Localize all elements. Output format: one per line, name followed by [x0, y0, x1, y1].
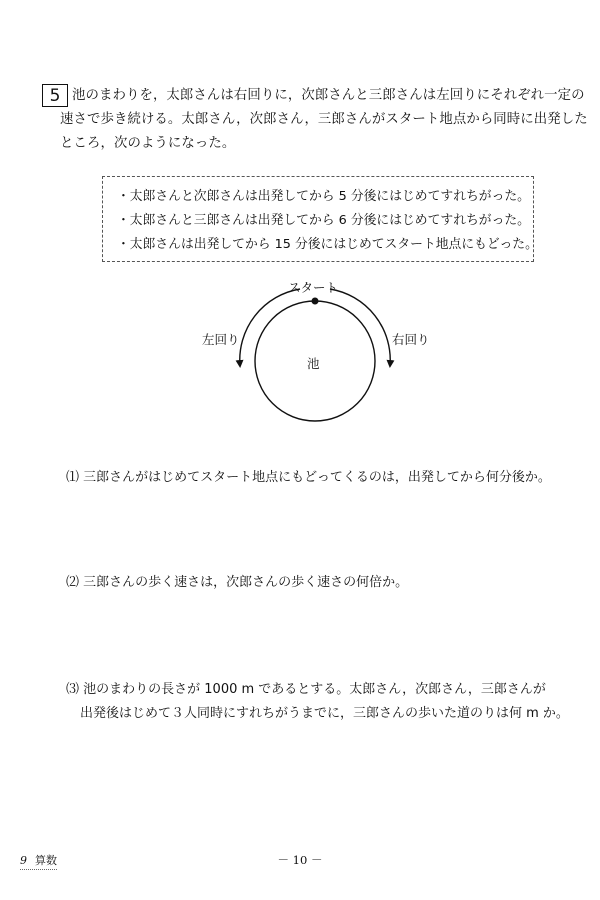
- question-label: ⑴: [66, 470, 80, 485]
- subject-label: 算数: [35, 854, 57, 867]
- fact-item: ・太郎さんと次郎さんは出発してから 5 分後にはじめてすれちがった。: [117, 189, 530, 204]
- page-number: － 10 －: [277, 853, 323, 867]
- pond-label: 池: [307, 356, 320, 371]
- question-text: 三郎さんがはじめてスタート地点にもどってくるのは，出発してから何分後か。: [83, 470, 551, 485]
- start-point: [312, 298, 319, 305]
- question-text: 池のまわりの長さが 1000 m であるとする。太郎さん，次郎さん，三郎さんが: [83, 682, 546, 697]
- left-arrow: [240, 289, 300, 366]
- intro-line: 池のまわりを，太郎さんは右回りに，次郎さんと三郎さんは左回りにそれぞれ一定の: [72, 88, 585, 103]
- section-number: 9: [20, 854, 27, 867]
- start-label: スタート: [288, 280, 339, 295]
- intro-line: ところ，次のようになった。: [60, 136, 236, 151]
- right-arrow: [330, 289, 390, 366]
- facts-box: [102, 176, 538, 262]
- question-text: 三郎さんの歩く速さは，次郎さんの歩く速さの何倍か。: [83, 575, 409, 590]
- question-3: [66, 678, 569, 726]
- question-text: 出発後はじめて３人同時にすれちがうまでに，三郎さんの歩いた道のりは何 m か。: [80, 706, 569, 721]
- right-rotation-label: 右回り: [392, 332, 430, 347]
- question-1: [66, 466, 551, 490]
- question-label: ⑵: [66, 575, 80, 590]
- fact-item: ・太郎さんは出発してから 15 分後にはじめてスタート地点にもどった。: [117, 237, 538, 252]
- problem-number-box: [42, 84, 68, 107]
- intro-line: 速さで歩き続ける。太郎さん，次郎さん，三郎さんがスタート地点から同時に出発した: [60, 112, 588, 127]
- left-rotation-label: 左回り: [202, 332, 240, 347]
- pond-figure: [190, 276, 450, 436]
- question-label: ⑶: [66, 682, 80, 697]
- question-2: [66, 571, 408, 595]
- problem-number: 5: [49, 85, 61, 106]
- problem-intro: [60, 84, 588, 156]
- fact-item: ・太郎さんと三郎さんは出発してから 6 分後にはじめてすれちがった。: [117, 213, 530, 228]
- pond-diagram: [190, 276, 450, 436]
